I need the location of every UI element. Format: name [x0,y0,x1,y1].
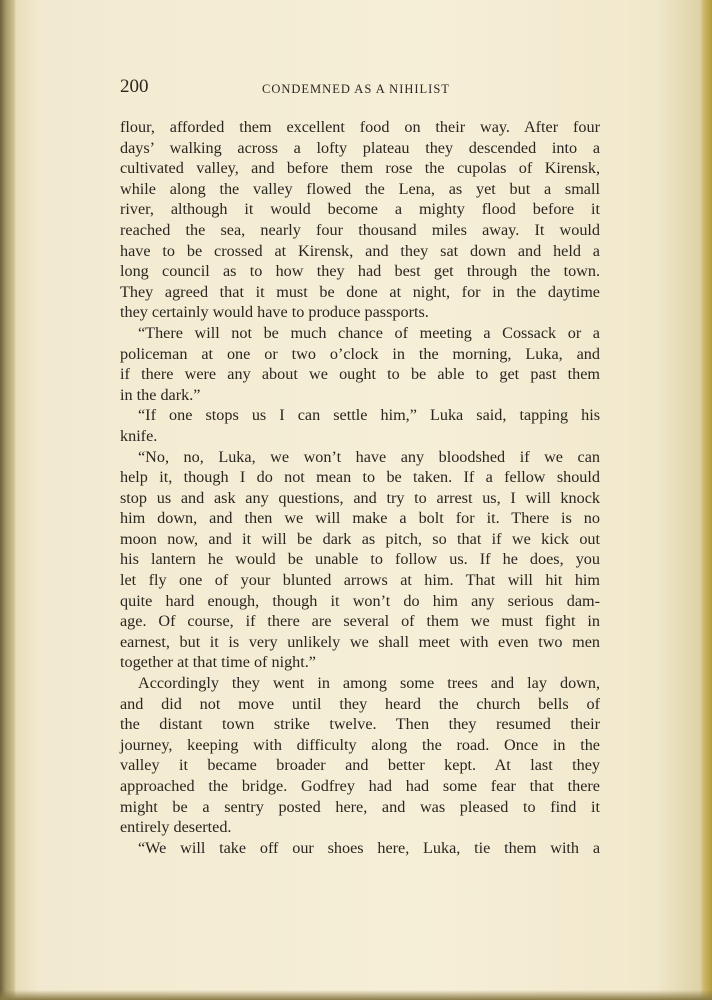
text-line: moon now, and it will be dark as pitch, so that if we kick out [120,529,600,548]
body-text [120,117,600,858]
text-line: earnest, but it is very unlikely we shall meet with even two men [120,632,600,651]
text-line: river, although it would become a mighty flood before it [120,200,600,219]
text-line: if there were any about we ought to be able to get past them [120,365,600,384]
text-line: let fly one of your blunted arrows at him. That will hit him [120,571,600,590]
page-edge-gilt [700,0,712,1000]
text-line: journey, keeping with difficulty along the road. Once in the [120,735,600,754]
text-line: age. Of course, if there are several of them we must fight in [120,612,600,631]
text-line: knife. [120,426,158,445]
text-line: and did not move until they heard the church bells of [120,694,600,713]
text-line: in the dark.” [120,385,201,404]
text-line: might be a sentry posted here, and was pleased to find it [120,797,600,816]
text-line: flour, afforded them excellent food on their way. After four [120,118,600,136]
text-line: while along the valley flowed the Lena, as yet but a small [120,179,600,198]
text-line: cultivated valley, and before them rose the cupolas of Kirensk, [120,159,600,178]
book-spine-shadow [0,0,16,1000]
text-line: they certainly would have to produce passports. [120,303,429,322]
text-line: quite hard enough, though it won’t do him any serious dam- [120,591,600,610]
text-line: the distant town strike twelve. Then they resumed their [120,715,600,734]
text-line: Accordingly they went in among some trees and lay down, [138,674,600,693]
text-line: reached the sea, nearly four thousand miles away. It would [120,220,600,239]
text-line: stop us and ask any questions, and try to arrest us, I will knock [120,488,600,507]
page-number: 200 [120,76,149,97]
text-line: his lantern he would be unable to follow us. If he does, you [120,550,600,569]
page-header [120,76,600,98]
text-line: valley it became broader and better kept. At last they [120,756,600,775]
running-title: CONDEMNED AS A NIHILIST [262,82,450,96]
text-line: “No, no, Luka, we won’t have any bloodshed if we can [138,447,600,466]
text-line: “There will not be much chance of meeting a Cossack or a [138,323,600,342]
text-line: together at that time of night.” [120,653,316,672]
text-line: help it, though I do not mean to be taken. If a fellow should [120,468,600,487]
text-line: have to be crossed at Kirensk, and they sat down and held a [120,241,600,260]
text-line: “If one stops us I can settle him,” Luka said, tapping his [138,406,600,425]
text-line: entirely deserted. [120,818,232,837]
text-line: long council as to how they had best get through the town. [120,262,600,281]
text-line: him down, and then we will make a bolt for it. There is no [120,509,600,528]
text-line: policeman at one or two o’clock in the morning, Luka, and [120,344,600,363]
text-line: approached the bridge. Godfrey had had some fear that there [120,777,600,795]
text-line: “We will take off our shoes here, Luka, tie them with a [138,838,600,857]
text-line: They agreed that it must be done at night, for in the daytime [120,282,600,301]
text-line: days’ walking across a lofty plateau they descended into a [120,138,600,157]
page-bottom-edge [0,990,712,1000]
